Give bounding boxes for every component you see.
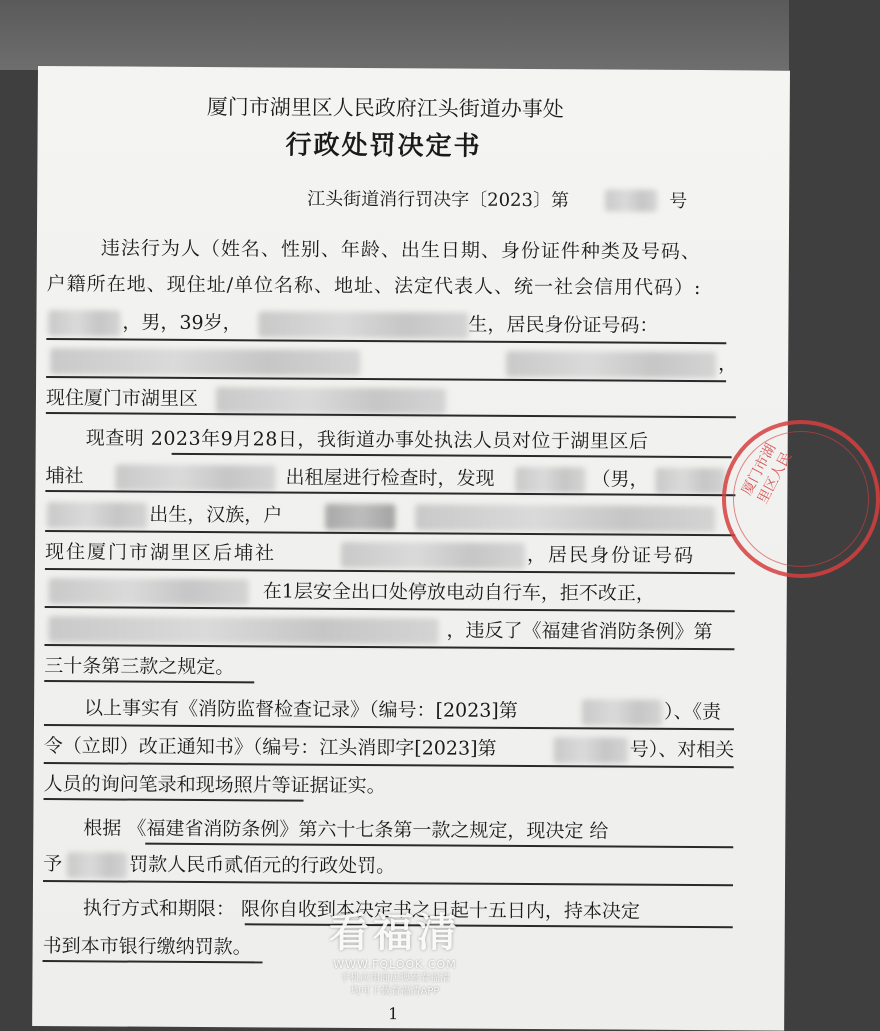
underline [45,568,735,574]
document-title: 行政处罚决定书 [285,130,482,162]
document-page [32,66,790,1031]
photo-background [0,0,789,70]
redacted-residence [506,351,716,378]
findings-location: 埔社 [45,465,84,488]
official-seal [722,420,880,578]
redacted-notice-no [554,737,628,763]
underline [43,880,733,886]
redacted-record-no [582,699,662,725]
evidence-line-1: 以上事实有《消防监督检查记录》（编号：[2023]第 [84,697,518,722]
issuing-office: 厦门市湖里区人民政府江头街道办事处 [206,95,564,122]
execution-line-1: 执行方式和期限： 限你自收到本决定书之日起十五日内，持本决定 [82,897,640,923]
watermark-line-2: 均可下载看福清APP [350,986,440,997]
page-number: 1 [388,1004,399,1024]
underline [43,960,263,963]
findings-article: 三十条第三款之规定。 [44,655,235,679]
redacted-birthdate [258,311,468,338]
redacted-id [50,348,360,376]
id-card-label: 生，居民身份证号码： [468,313,659,337]
evidence-line-1-end: ）、《责 [663,700,722,724]
redacted-address [216,387,446,414]
findings-ethnicity: 出生，汉族，户 [149,503,283,527]
underline [44,644,734,650]
underline [45,606,735,612]
watermark-logo: 看福清 [329,910,461,956]
offender-info-heading-cont: 户籍所在地、现住址/单位名称、地址、法定代表人、统一社会信用代码）: [46,273,702,300]
decision-line-2-start: 予 [43,853,63,876]
decision-penalty: 罚款人民币贰佰元的行政处罚。 [129,853,396,878]
underline [44,680,254,683]
redacted-address-2 [341,542,525,569]
redacted-name [48,310,120,336]
redacted-detail [48,616,438,644]
redacted-location [115,464,275,491]
redacted-birthdate-2 [47,502,147,529]
findings-line-1: 现查明 2023年9月28日，我街道办事处执法人员对位于湖里区后 [85,427,649,453]
offender-gender-age: ，男，39岁， [122,311,242,335]
offender-info-heading: 违法行为人（姓名、性别、年龄、出生日期、身份证件种类及号码、 [100,237,701,264]
redacted-person [515,467,585,493]
evidence-line-2-end: 号）、对相关 [629,738,735,762]
watermark-line-1: 手机应用商店搜索看福清 [340,973,450,984]
watermark-url: WWW.FQLOOK.COM [333,958,457,971]
redacted-hukou-2 [415,504,715,532]
current-address: 现住厦门市湖里区 [45,387,199,410]
comma: ， [718,353,738,376]
findings-gender: （男， [591,468,649,491]
findings-inspection: 出租屋进行检查时，发现 [285,466,495,490]
redacted-hukou [325,504,395,530]
redacted-id-2 [49,578,249,605]
redacted-name-2 [67,852,127,878]
findings-regulation: ，违反了《福建省消防条例》第 [446,619,713,644]
findings-violation: 在1层安全出口处停放电动自行车，拒不改正， [262,580,655,605]
reference-number: 江头街道消行罚决字〔2023〕第 [307,188,570,212]
redacted-number [605,189,657,211]
underline [44,762,734,768]
seal-text: 厦门市湖里区人民 [738,441,796,507]
decision-line-1: 根据 《福建省消防条例》第六十七条第一款之规定，现决定 给 [83,817,609,843]
underline [46,338,726,344]
underline [44,798,304,802]
evidence-line-2: 令（立即）改正通知书》（编号：江头消即字[2023]第 [43,735,497,760]
redacted-age [655,468,725,494]
findings-id-label: ，居民身份证号码 [526,543,696,568]
execution-line-2: 书到本市银行缴纳罚款。 [42,935,252,959]
findings-address: 现住厦门市湖里区后埔社 [44,541,277,565]
reference-suffix: 号 [669,190,688,212]
watermark [300,908,490,998]
evidence-line-3: 人员的询问笔录和现场照片等证据证实。 [43,773,386,798]
underline [145,843,733,849]
